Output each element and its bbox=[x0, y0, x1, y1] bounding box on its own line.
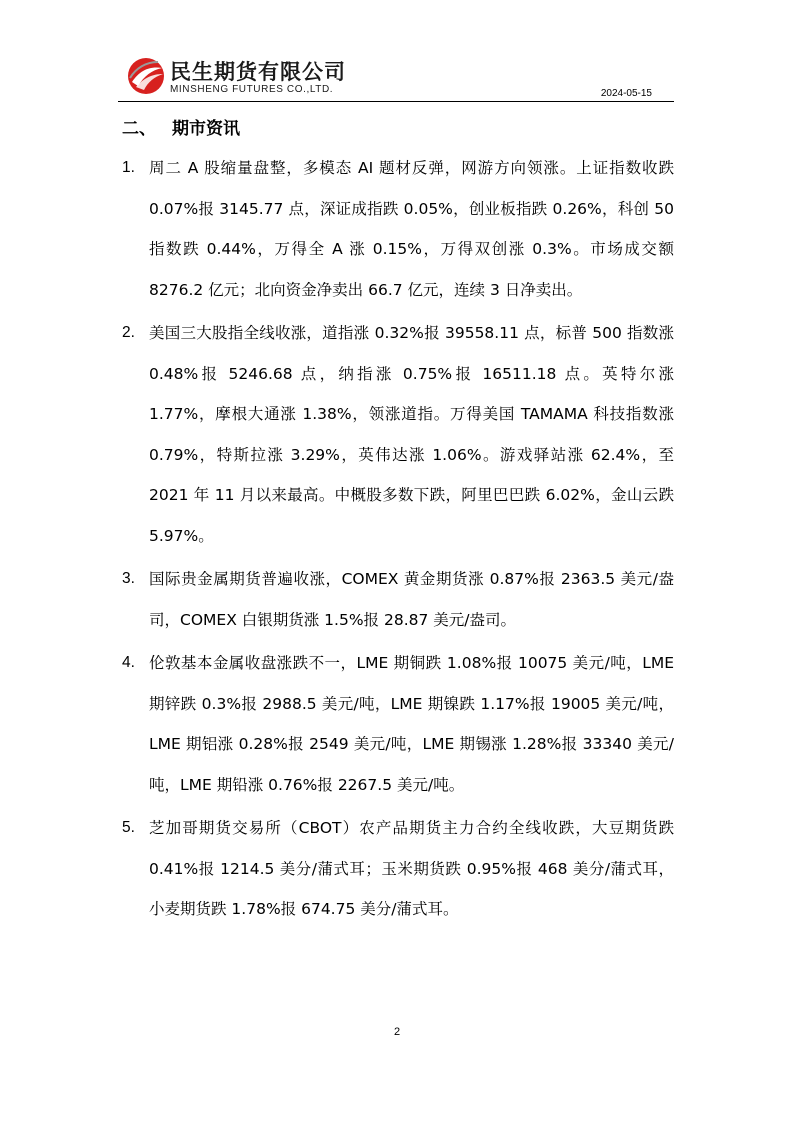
item-number: 5. bbox=[122, 819, 135, 836]
item-text: 周二 A 股缩量盘整，多模态 AI 题材反弹，网游方向领涨。上证指数收跌 0.07%报 3145.77 点，深证成指跌 0.05%，创业板指跌 0.26%，科创 50 指数跌 0.44%，万得全 A 涨 0.15%，万得双创涨 0.3%。市场成交额 8276.2 亿元；北向资金净卖出 66.7 亿元，连续 3 日净卖出。 bbox=[149, 159, 674, 299]
section-heading bbox=[122, 114, 240, 139]
list-item bbox=[122, 643, 674, 805]
item-number: 1. bbox=[122, 159, 135, 176]
section-number: 二、 bbox=[122, 119, 156, 139]
item-text: 国际贵金属期货普遍收涨，COMEX 黄金期货涨 0.87%报 2363.5 美元/盎司，COMEX 白银期货涨 1.5%报 28.87 美元/盎司。 bbox=[149, 570, 674, 629]
list-item bbox=[122, 148, 674, 310]
section-title: 期市资讯 bbox=[172, 119, 240, 139]
list-item bbox=[122, 808, 674, 930]
item-text: 伦敦基本金属收盘涨跌不一，LME 期铜跌 1.08%报 10075 美元/吨，LME 期锌跌 0.3%报 2988.5 美元/吨，LME 期镍跌 1.17%报 19005 美元/吨，LME 期铝涨 0.28%报 2549 美元/吨，LME 期锡涨 1.28%报 33340 美元/吨，LME 期铅涨 0.76%报 2267.5 美元/吨。 bbox=[149, 654, 674, 794]
item-number: 3. bbox=[122, 570, 135, 587]
page-number: 2 bbox=[393, 1026, 401, 1038]
page-header bbox=[122, 52, 674, 104]
report-date: 2024-05-15 bbox=[600, 88, 652, 99]
item-text: 美国三大股指全线收涨，道指涨 0.32%报 39558.11 点，标普 500 指数涨 0.48%报 5246.68 点，纳指涨 0.75%报 16511.18 点。英特尔涨 1.77%，摩根大通涨 1.38%，领涨道指。万得美国 TAMAMA 科技指数涨 0.79%，特斯拉涨 3.29%，英伟达涨 1.06%。游戏驿站涨 62.4%，至 2021 年 11 月以来最高。中概股多数下跌，阿里巴巴跌 6.02%，金山云跌 5.97%。 bbox=[149, 324, 674, 545]
item-text: 芝加哥期货交易所（CBOT）农产品期货主力合约全线收跌，大豆期货跌 0.41%报 1214.5 美分/蒲式耳；玉米期货跌 0.95%报 468 美分/蒲式耳，小麦期货跌 1.78%报 674.75 美分/蒲式耳。 bbox=[149, 819, 674, 918]
item-number: 2. bbox=[122, 324, 135, 341]
item-number: 4. bbox=[122, 654, 135, 671]
company-name-cn: 民生期货有限公司 bbox=[170, 60, 346, 84]
company-name-en: MINSHENG FUTURES CO.,LTD. bbox=[170, 84, 334, 95]
minsheng-logo-icon bbox=[126, 56, 166, 96]
list-item bbox=[122, 313, 674, 556]
news-list bbox=[122, 148, 674, 933]
list-item bbox=[122, 559, 674, 640]
header-divider bbox=[118, 101, 674, 102]
